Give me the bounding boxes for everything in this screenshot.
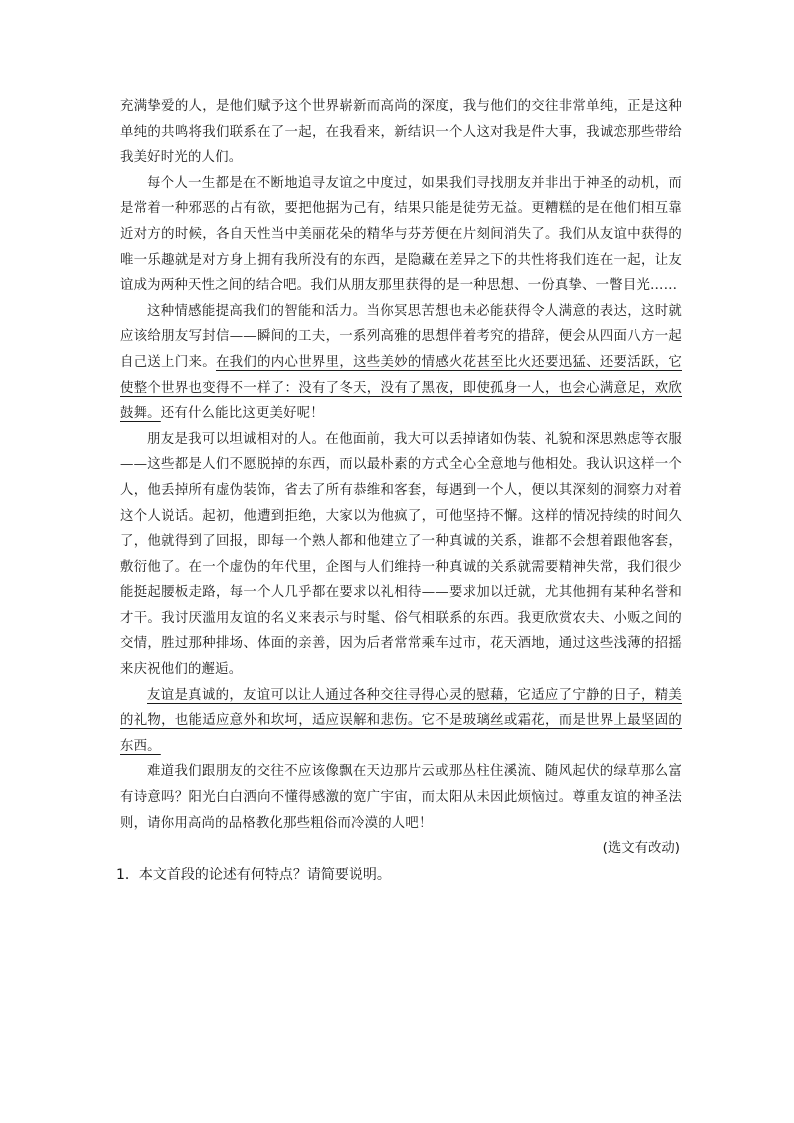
paragraph-4: 朋友是我可以坦诚相对的人。在他面前，我大可以丢掉诸如伪装、礼貌和深思熟虑等衣服——这些都是人们不愿脱掉的东西，而以最朴素的方式全心全意地与他相处。我认识这样一个人，他丢掉所有虚伪装饰，省去了所有恭维和客套，每遇到一个人，便以其深刻的洞察力对着这个人说话。起初，他遭到拒绝，大家以为他疯了，可他坚持不懈。这样的情况持续的时间久了，他就得到了回报，即每一个熟人都和他建立了一种真诚的关系，谁都不会想着跟他客套，敷衍他了。在一个虚伪的年代里，企图与人们维持一种真诚的关系就需要精神失常，我们很少能挺起腰板走路，每一个人几乎都在要求以礼相待——要求加以迁就，尤其他拥有某种名誉和才干。我讨厌滥用友谊的名义来表示与时髦、俗气相联系的东西。我更欣赏农夫、小贩之间的交情，胜过那种排场、体面的亲善，因为后者常常乘车过市，花天酒地，通过这些浅薄的招摇来庆祝他们的邂逅。: [120, 431, 682, 678]
underlined-sentence-1: 在我们的内心世界里，这些美妙的情感火花甚至比火还要迅猛、还要活跃，它使整个世界也变得不一样了：没有了冬天，没有了黑夜，即使孤身一人，也会心满意足，欢欣鼓舞。: [120, 354, 682, 422]
document-page: [116, 94, 682, 888]
underlined-sentence-2: 友谊是真诚的，友谊可以让人通过各种交往寻得心灵的慰藉，它适应了宁静的日子，精美的礼物，也能适应意外和坎坷，适应误解和悲伤。它不是玻璃丝或霜花，而是世界上最坚固的东西。: [120, 687, 682, 754]
paragraph-3: [120, 299, 682, 427]
paragraph-6: 难道我们跟朋友的交往不应该像飘在天边那片云或那丛柱住溪流、随风起伏的绿草那么富有诗意吗？阳光白白洒向不懂得感激的宽广宇宙，而太阳从未因此烦恼过。尊重友谊的神圣法则，请你用高尚的品格教化那些粗俗而冷漠的人吧！: [120, 764, 682, 831]
paragraph-5: [120, 683, 682, 760]
paragraph-3-text-a: 这种情感能提高我们的智能和活力。当你冥思苦想也未必能获得令人满意的表达，这时就应该给朋友写封信——瞬间的工夫，一系列高雅的思想伴着考究的措辞，便会从四面八方一起自己送上门来。: [120, 303, 682, 370]
question-1: 1．本文首段的论述有何特点？请简要说明。: [116, 867, 391, 884]
paragraph-1: 充满挚爱的人，是他们赋予这个世界崭新而高尚的深度，我与他们的交往非常单纯，正是这种单纯的共鸣将我们联系在了一起，在我看来，新结识一个人这对我是件大事，我诚恋那些带给我美好时光的人们。: [120, 99, 682, 166]
paragraph-2: 每个人一生都是在不断地追寻友谊之中度过，如果我们寻找朋友并非出于神圣的动机，而是常着一种邪恶的占有欲，要把他据为己有，结果只能是徒劳无益。更糟糕的是在他们相互靠近对方的时候，各自天性当中美丽花朵的精华与芬芳便在片刻间消失了。我们从友谊中获得的唯一乐趣就是对方身上拥有我所没有的东西，是隐藏在差异之下的共性将我们连在一起，让友谊成为两种天性之间的结合吧。我们从朋友那里获得的是一种思想、一份真挚、一瞥目光……: [120, 175, 682, 294]
source-note: (选文有改动): [602, 841, 680, 857]
paragraph-3-text-b: 还有什么能比这更美好呢！: [160, 406, 324, 422]
